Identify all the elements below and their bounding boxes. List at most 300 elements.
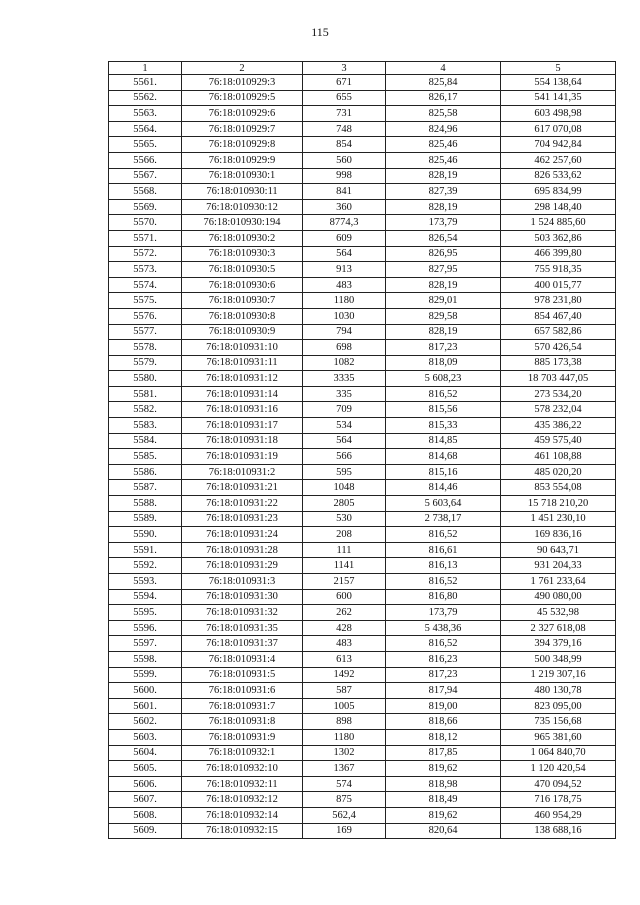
rate-cell: 825,46	[386, 152, 501, 168]
rate-cell: 2 738,17	[386, 511, 501, 527]
rate-cell: 829,58	[386, 308, 501, 324]
row-number-cell: 5596.	[109, 620, 182, 636]
rate-cell: 817,23	[386, 667, 501, 683]
area-cell: 841	[303, 184, 386, 200]
rate-cell: 828,19	[386, 199, 501, 215]
area-cell: 698	[303, 340, 386, 356]
area-cell: 534	[303, 418, 386, 434]
rate-cell: 827,39	[386, 184, 501, 200]
rate-cell: 818,12	[386, 729, 501, 745]
column-header: 1	[109, 62, 182, 75]
table-row	[109, 480, 616, 496]
rate-cell: 819,00	[386, 698, 501, 714]
cadastral-number-cell: 76:18:010931:6	[182, 683, 303, 699]
value-cell: 965 381,60	[501, 729, 616, 745]
cadastral-number-cell: 76:18:010931:37	[182, 636, 303, 652]
table-row	[109, 433, 616, 449]
table-row	[109, 761, 616, 777]
value-cell: 695 834,99	[501, 184, 616, 200]
value-cell: 459 575,40	[501, 433, 616, 449]
area-cell: 898	[303, 714, 386, 730]
value-cell: 485 020,20	[501, 464, 616, 480]
table-row	[109, 121, 616, 137]
value-cell: 554 138,64	[501, 75, 616, 91]
area-cell: 360	[303, 199, 386, 215]
area-cell: 1082	[303, 355, 386, 371]
cadastral-number-cell: 76:18:010929:6	[182, 106, 303, 122]
area-cell: 1492	[303, 667, 386, 683]
cadastral-number-cell: 76:18:010930:9	[182, 324, 303, 340]
value-cell: 716 178,75	[501, 792, 616, 808]
cadastral-number-cell: 76:18:010931:29	[182, 558, 303, 574]
rate-cell: 818,09	[386, 355, 501, 371]
row-number-cell: 5581.	[109, 386, 182, 402]
rate-cell: 173,79	[386, 215, 501, 231]
row-number-cell: 5575.	[109, 293, 182, 309]
row-number-cell: 5590.	[109, 527, 182, 543]
rate-cell: 820,64	[386, 823, 501, 839]
row-number-cell: 5578.	[109, 340, 182, 356]
row-number-cell: 5564.	[109, 121, 182, 137]
table-row	[109, 137, 616, 153]
rate-cell: 815,56	[386, 402, 501, 418]
area-cell: 483	[303, 277, 386, 293]
value-cell: 1 064 840,70	[501, 745, 616, 761]
cadastral-number-cell: 76:18:010930:7	[182, 293, 303, 309]
row-number-cell: 5597.	[109, 636, 182, 652]
cadastral-number-cell: 76:18:010931:7	[182, 698, 303, 714]
cadastral-number-cell: 76:18:010930:194	[182, 215, 303, 231]
table-row	[109, 152, 616, 168]
rate-cell: 816,13	[386, 558, 501, 574]
rate-cell: 814,68	[386, 449, 501, 465]
column-header: 3	[303, 62, 386, 75]
row-number-cell: 5569.	[109, 199, 182, 215]
row-number-cell: 5585.	[109, 449, 182, 465]
cadastral-number-cell: 76:18:010931:12	[182, 371, 303, 387]
table-row	[109, 620, 616, 636]
cadastral-number-cell: 76:18:010930:5	[182, 262, 303, 278]
value-cell: 1 120 420,54	[501, 761, 616, 777]
row-number-cell: 5568.	[109, 184, 182, 200]
row-number-cell: 5577.	[109, 324, 182, 340]
row-number-cell: 5603.	[109, 729, 182, 745]
cadastral-number-cell: 76:18:010929:7	[182, 121, 303, 137]
table-row	[109, 199, 616, 215]
value-cell: 854 467,40	[501, 308, 616, 324]
row-number-cell: 5599.	[109, 667, 182, 683]
rate-cell: 5 608,23	[386, 371, 501, 387]
table-row	[109, 542, 616, 558]
cadastral-number-cell: 76:18:010931:14	[182, 386, 303, 402]
table-row	[109, 106, 616, 122]
table-row	[109, 651, 616, 667]
value-cell: 460 954,29	[501, 807, 616, 823]
area-cell: 609	[303, 230, 386, 246]
area-cell: 564	[303, 433, 386, 449]
cadastral-number-cell: 76:18:010929:8	[182, 137, 303, 153]
table-row	[109, 511, 616, 527]
area-cell: 1367	[303, 761, 386, 777]
table-row	[109, 262, 616, 278]
row-number-cell: 5566.	[109, 152, 182, 168]
table-row	[109, 683, 616, 699]
value-cell: 298 148,40	[501, 199, 616, 215]
cadastral-number-cell: 76:18:010931:22	[182, 496, 303, 512]
rate-cell: 816,52	[386, 636, 501, 652]
value-cell: 931 204,33	[501, 558, 616, 574]
rate-cell: 827,95	[386, 262, 501, 278]
table-row	[109, 605, 616, 621]
rate-cell: 5 438,36	[386, 620, 501, 636]
area-cell: 335	[303, 386, 386, 402]
area-cell: 574	[303, 776, 386, 792]
area-cell: 731	[303, 106, 386, 122]
area-cell: 530	[303, 511, 386, 527]
value-cell: 617 070,08	[501, 121, 616, 137]
row-number-cell: 5582.	[109, 402, 182, 418]
row-number-cell: 5602.	[109, 714, 182, 730]
rate-cell: 816,52	[386, 527, 501, 543]
rate-cell: 819,62	[386, 807, 501, 823]
value-cell: 435 386,22	[501, 418, 616, 434]
table-row	[109, 340, 616, 356]
table-row	[109, 90, 616, 106]
table-row	[109, 277, 616, 293]
row-number-cell: 5562.	[109, 90, 182, 106]
cadastral-number-cell: 76:18:010931:19	[182, 449, 303, 465]
table-row	[109, 324, 616, 340]
cadastral-number-cell: 76:18:010931:9	[182, 729, 303, 745]
value-cell: 735 156,68	[501, 714, 616, 730]
cadastral-number-cell: 76:18:010930:8	[182, 308, 303, 324]
area-cell: 1180	[303, 293, 386, 309]
rate-cell: 826,54	[386, 230, 501, 246]
cadastral-number-cell: 76:18:010931:16	[182, 402, 303, 418]
cadastral-number-cell: 76:18:010932:12	[182, 792, 303, 808]
area-cell: 1302	[303, 745, 386, 761]
rate-cell: 825,46	[386, 137, 501, 153]
cadastral-number-cell: 76:18:010931:32	[182, 605, 303, 621]
area-cell: 875	[303, 792, 386, 808]
table-row	[109, 464, 616, 480]
table-row	[109, 792, 616, 808]
row-number-cell: 5563.	[109, 106, 182, 122]
row-number-cell: 5593.	[109, 574, 182, 590]
value-cell: 462 257,60	[501, 152, 616, 168]
area-cell: 671	[303, 75, 386, 91]
area-cell: 613	[303, 651, 386, 667]
area-cell: 1180	[303, 729, 386, 745]
cadastral-number-cell: 76:18:010932:1	[182, 745, 303, 761]
table-row	[109, 714, 616, 730]
row-number-cell: 5579.	[109, 355, 182, 371]
rate-cell: 826,95	[386, 246, 501, 262]
area-cell: 2157	[303, 574, 386, 590]
cadastral-number-cell: 76:18:010931:28	[182, 542, 303, 558]
area-cell: 913	[303, 262, 386, 278]
rate-cell: 819,62	[386, 761, 501, 777]
row-number-cell: 5589.	[109, 511, 182, 527]
cadastral-number-cell: 76:18:010931:4	[182, 651, 303, 667]
table-row	[109, 184, 616, 200]
cadastral-number-cell: 76:18:010931:35	[182, 620, 303, 636]
cadastral-number-cell: 76:18:010931:3	[182, 574, 303, 590]
value-cell: 18 703 447,05	[501, 371, 616, 387]
cadastral-number-cell: 76:18:010931:24	[182, 527, 303, 543]
table-row	[109, 215, 616, 231]
value-cell: 1 219 307,16	[501, 667, 616, 683]
cadastral-number-cell: 76:18:010932:11	[182, 776, 303, 792]
value-cell: 570 426,54	[501, 340, 616, 356]
cadastral-number-cell: 76:18:010930:11	[182, 184, 303, 200]
table-row	[109, 386, 616, 402]
rate-cell: 818,49	[386, 792, 501, 808]
table-row	[109, 355, 616, 371]
value-cell: 400 015,77	[501, 277, 616, 293]
area-cell: 709	[303, 402, 386, 418]
value-cell: 470 094,52	[501, 776, 616, 792]
cadastral-number-cell: 76:18:010931:21	[182, 480, 303, 496]
table-header-row	[109, 62, 616, 75]
row-number-cell: 5605.	[109, 761, 182, 777]
table-row	[109, 246, 616, 262]
row-number-cell: 5591.	[109, 542, 182, 558]
table-row	[109, 449, 616, 465]
area-cell: 794	[303, 324, 386, 340]
cadastral-number-cell: 76:18:010931:30	[182, 589, 303, 605]
row-number-cell: 5600.	[109, 683, 182, 699]
cadastral-number-cell: 76:18:010931:18	[182, 433, 303, 449]
cadastral-number-cell: 76:18:010929:3	[182, 75, 303, 91]
row-number-cell: 5583.	[109, 418, 182, 434]
cadastral-number-cell: 76:18:010931:17	[182, 418, 303, 434]
rate-cell: 816,52	[386, 574, 501, 590]
value-cell: 394 379,16	[501, 636, 616, 652]
column-header: 2	[182, 62, 303, 75]
row-number-cell: 5607.	[109, 792, 182, 808]
table-row	[109, 636, 616, 652]
area-cell: 587	[303, 683, 386, 699]
area-cell: 208	[303, 527, 386, 543]
row-number-cell: 5573.	[109, 262, 182, 278]
cadastral-number-cell: 76:18:010931:8	[182, 714, 303, 730]
area-cell: 998	[303, 168, 386, 184]
row-number-cell: 5609.	[109, 823, 182, 839]
row-number-cell: 5601.	[109, 698, 182, 714]
table-row	[109, 496, 616, 512]
cadastral-number-cell: 76:18:010932:15	[182, 823, 303, 839]
row-number-cell: 5565.	[109, 137, 182, 153]
table-body	[109, 62, 616, 839]
value-cell: 541 141,35	[501, 90, 616, 106]
table-row	[109, 823, 616, 839]
table-row	[109, 574, 616, 590]
area-cell: 595	[303, 464, 386, 480]
area-cell: 748	[303, 121, 386, 137]
value-cell: 578 232,04	[501, 402, 616, 418]
value-cell: 1 524 885,60	[501, 215, 616, 231]
rate-cell: 816,80	[386, 589, 501, 605]
row-number-cell: 5580.	[109, 371, 182, 387]
row-number-cell: 5570.	[109, 215, 182, 231]
cadastral-number-cell: 76:18:010931:2	[182, 464, 303, 480]
value-cell: 885 173,38	[501, 355, 616, 371]
table-row	[109, 807, 616, 823]
value-cell: 826 533,62	[501, 168, 616, 184]
value-cell: 169 836,16	[501, 527, 616, 543]
area-cell: 560	[303, 152, 386, 168]
page-number: 115	[311, 25, 329, 39]
value-cell: 490 080,00	[501, 589, 616, 605]
value-cell: 603 498,98	[501, 106, 616, 122]
table-row	[109, 168, 616, 184]
cadastral-number-cell: 76:18:010932:10	[182, 761, 303, 777]
rate-cell: 815,16	[386, 464, 501, 480]
value-cell: 755 918,35	[501, 262, 616, 278]
rate-cell: 817,23	[386, 340, 501, 356]
cadastral-number-cell: 76:18:010931:10	[182, 340, 303, 356]
rate-cell: 826,17	[386, 90, 501, 106]
area-cell: 600	[303, 589, 386, 605]
area-cell: 655	[303, 90, 386, 106]
area-cell: 483	[303, 636, 386, 652]
value-cell: 45 532,98	[501, 605, 616, 621]
value-cell: 657 582,86	[501, 324, 616, 340]
rate-cell: 816,61	[386, 542, 501, 558]
table-row	[109, 293, 616, 309]
area-cell: 854	[303, 137, 386, 153]
rate-cell: 828,19	[386, 168, 501, 184]
cadastral-table	[108, 61, 616, 839]
value-cell: 273 534,20	[501, 386, 616, 402]
rate-cell: 816,52	[386, 386, 501, 402]
table-row	[109, 308, 616, 324]
row-number-cell: 5598.	[109, 651, 182, 667]
area-cell: 566	[303, 449, 386, 465]
area-cell: 1141	[303, 558, 386, 574]
row-number-cell: 5584.	[109, 433, 182, 449]
row-number-cell: 5592.	[109, 558, 182, 574]
value-cell: 461 108,88	[501, 449, 616, 465]
area-cell: 562,4	[303, 807, 386, 823]
rate-cell: 818,98	[386, 776, 501, 792]
table-row	[109, 230, 616, 246]
cadastral-number-cell: 76:18:010931:5	[182, 667, 303, 683]
rate-cell: 818,66	[386, 714, 501, 730]
value-cell: 500 348,99	[501, 651, 616, 667]
value-cell: 978 231,80	[501, 293, 616, 309]
table-row	[109, 667, 616, 683]
rate-cell: 828,19	[386, 277, 501, 293]
rate-cell: 815,33	[386, 418, 501, 434]
rate-cell: 5 603,64	[386, 496, 501, 512]
value-cell: 823 095,00	[501, 698, 616, 714]
column-header: 4	[386, 62, 501, 75]
area-cell: 3335	[303, 371, 386, 387]
rate-cell: 816,23	[386, 651, 501, 667]
rate-cell: 817,94	[386, 683, 501, 699]
row-number-cell: 5567.	[109, 168, 182, 184]
area-cell: 8774,3	[303, 215, 386, 231]
row-number-cell: 5586.	[109, 464, 182, 480]
value-cell: 15 718 210,20	[501, 496, 616, 512]
value-cell: 1 451 230,10	[501, 511, 616, 527]
rate-cell: 825,84	[386, 75, 501, 91]
value-cell: 1 761 233,64	[501, 574, 616, 590]
table-row	[109, 402, 616, 418]
value-cell: 466 399,80	[501, 246, 616, 262]
area-cell: 428	[303, 620, 386, 636]
table-row	[109, 75, 616, 91]
row-number-cell: 5608.	[109, 807, 182, 823]
value-cell: 480 130,78	[501, 683, 616, 699]
cadastral-number-cell: 76:18:010929:5	[182, 90, 303, 106]
row-number-cell: 5595.	[109, 605, 182, 621]
cadastral-number-cell: 76:18:010930:6	[182, 277, 303, 293]
cadastral-number-cell: 76:18:010930:2	[182, 230, 303, 246]
value-cell: 503 362,86	[501, 230, 616, 246]
table-row	[109, 745, 616, 761]
cadastral-number-cell: 76:18:010930:3	[182, 246, 303, 262]
area-cell: 1048	[303, 480, 386, 496]
value-cell: 138 688,16	[501, 823, 616, 839]
area-cell: 169	[303, 823, 386, 839]
area-cell: 564	[303, 246, 386, 262]
area-cell: 111	[303, 542, 386, 558]
table-row	[109, 776, 616, 792]
area-cell: 1005	[303, 698, 386, 714]
rate-cell: 829,01	[386, 293, 501, 309]
value-cell: 2 327 618,08	[501, 620, 616, 636]
cadastral-number-cell: 76:18:010930:1	[182, 168, 303, 184]
area-cell: 2805	[303, 496, 386, 512]
table-row	[109, 698, 616, 714]
table-row	[109, 418, 616, 434]
row-number-cell: 5606.	[109, 776, 182, 792]
rate-cell: 814,85	[386, 433, 501, 449]
rate-cell: 173,79	[386, 605, 501, 621]
table-row	[109, 527, 616, 543]
row-number-cell: 5594.	[109, 589, 182, 605]
rate-cell: 814,46	[386, 480, 501, 496]
cadastral-number-cell: 76:18:010930:12	[182, 199, 303, 215]
row-number-cell: 5561.	[109, 75, 182, 91]
cadastral-number-cell: 76:18:010931:23	[182, 511, 303, 527]
row-number-cell: 5576.	[109, 308, 182, 324]
area-cell: 262	[303, 605, 386, 621]
table-row	[109, 589, 616, 605]
cadastral-number-cell: 76:18:010932:14	[182, 807, 303, 823]
value-cell: 853 554,08	[501, 480, 616, 496]
rate-cell: 824,96	[386, 121, 501, 137]
value-cell: 90 643,71	[501, 542, 616, 558]
row-number-cell: 5604.	[109, 745, 182, 761]
value-cell: 704 942,84	[501, 137, 616, 153]
cadastral-number-cell: 76:18:010929:9	[182, 152, 303, 168]
table-row	[109, 371, 616, 387]
rate-cell: 828,19	[386, 324, 501, 340]
area-cell: 1030	[303, 308, 386, 324]
row-number-cell: 5574.	[109, 277, 182, 293]
table-row	[109, 729, 616, 745]
row-number-cell: 5588.	[109, 496, 182, 512]
column-header: 5	[501, 62, 616, 75]
row-number-cell: 5571.	[109, 230, 182, 246]
cadastral-number-cell: 76:18:010931:11	[182, 355, 303, 371]
rate-cell: 817,85	[386, 745, 501, 761]
row-number-cell: 5587.	[109, 480, 182, 496]
